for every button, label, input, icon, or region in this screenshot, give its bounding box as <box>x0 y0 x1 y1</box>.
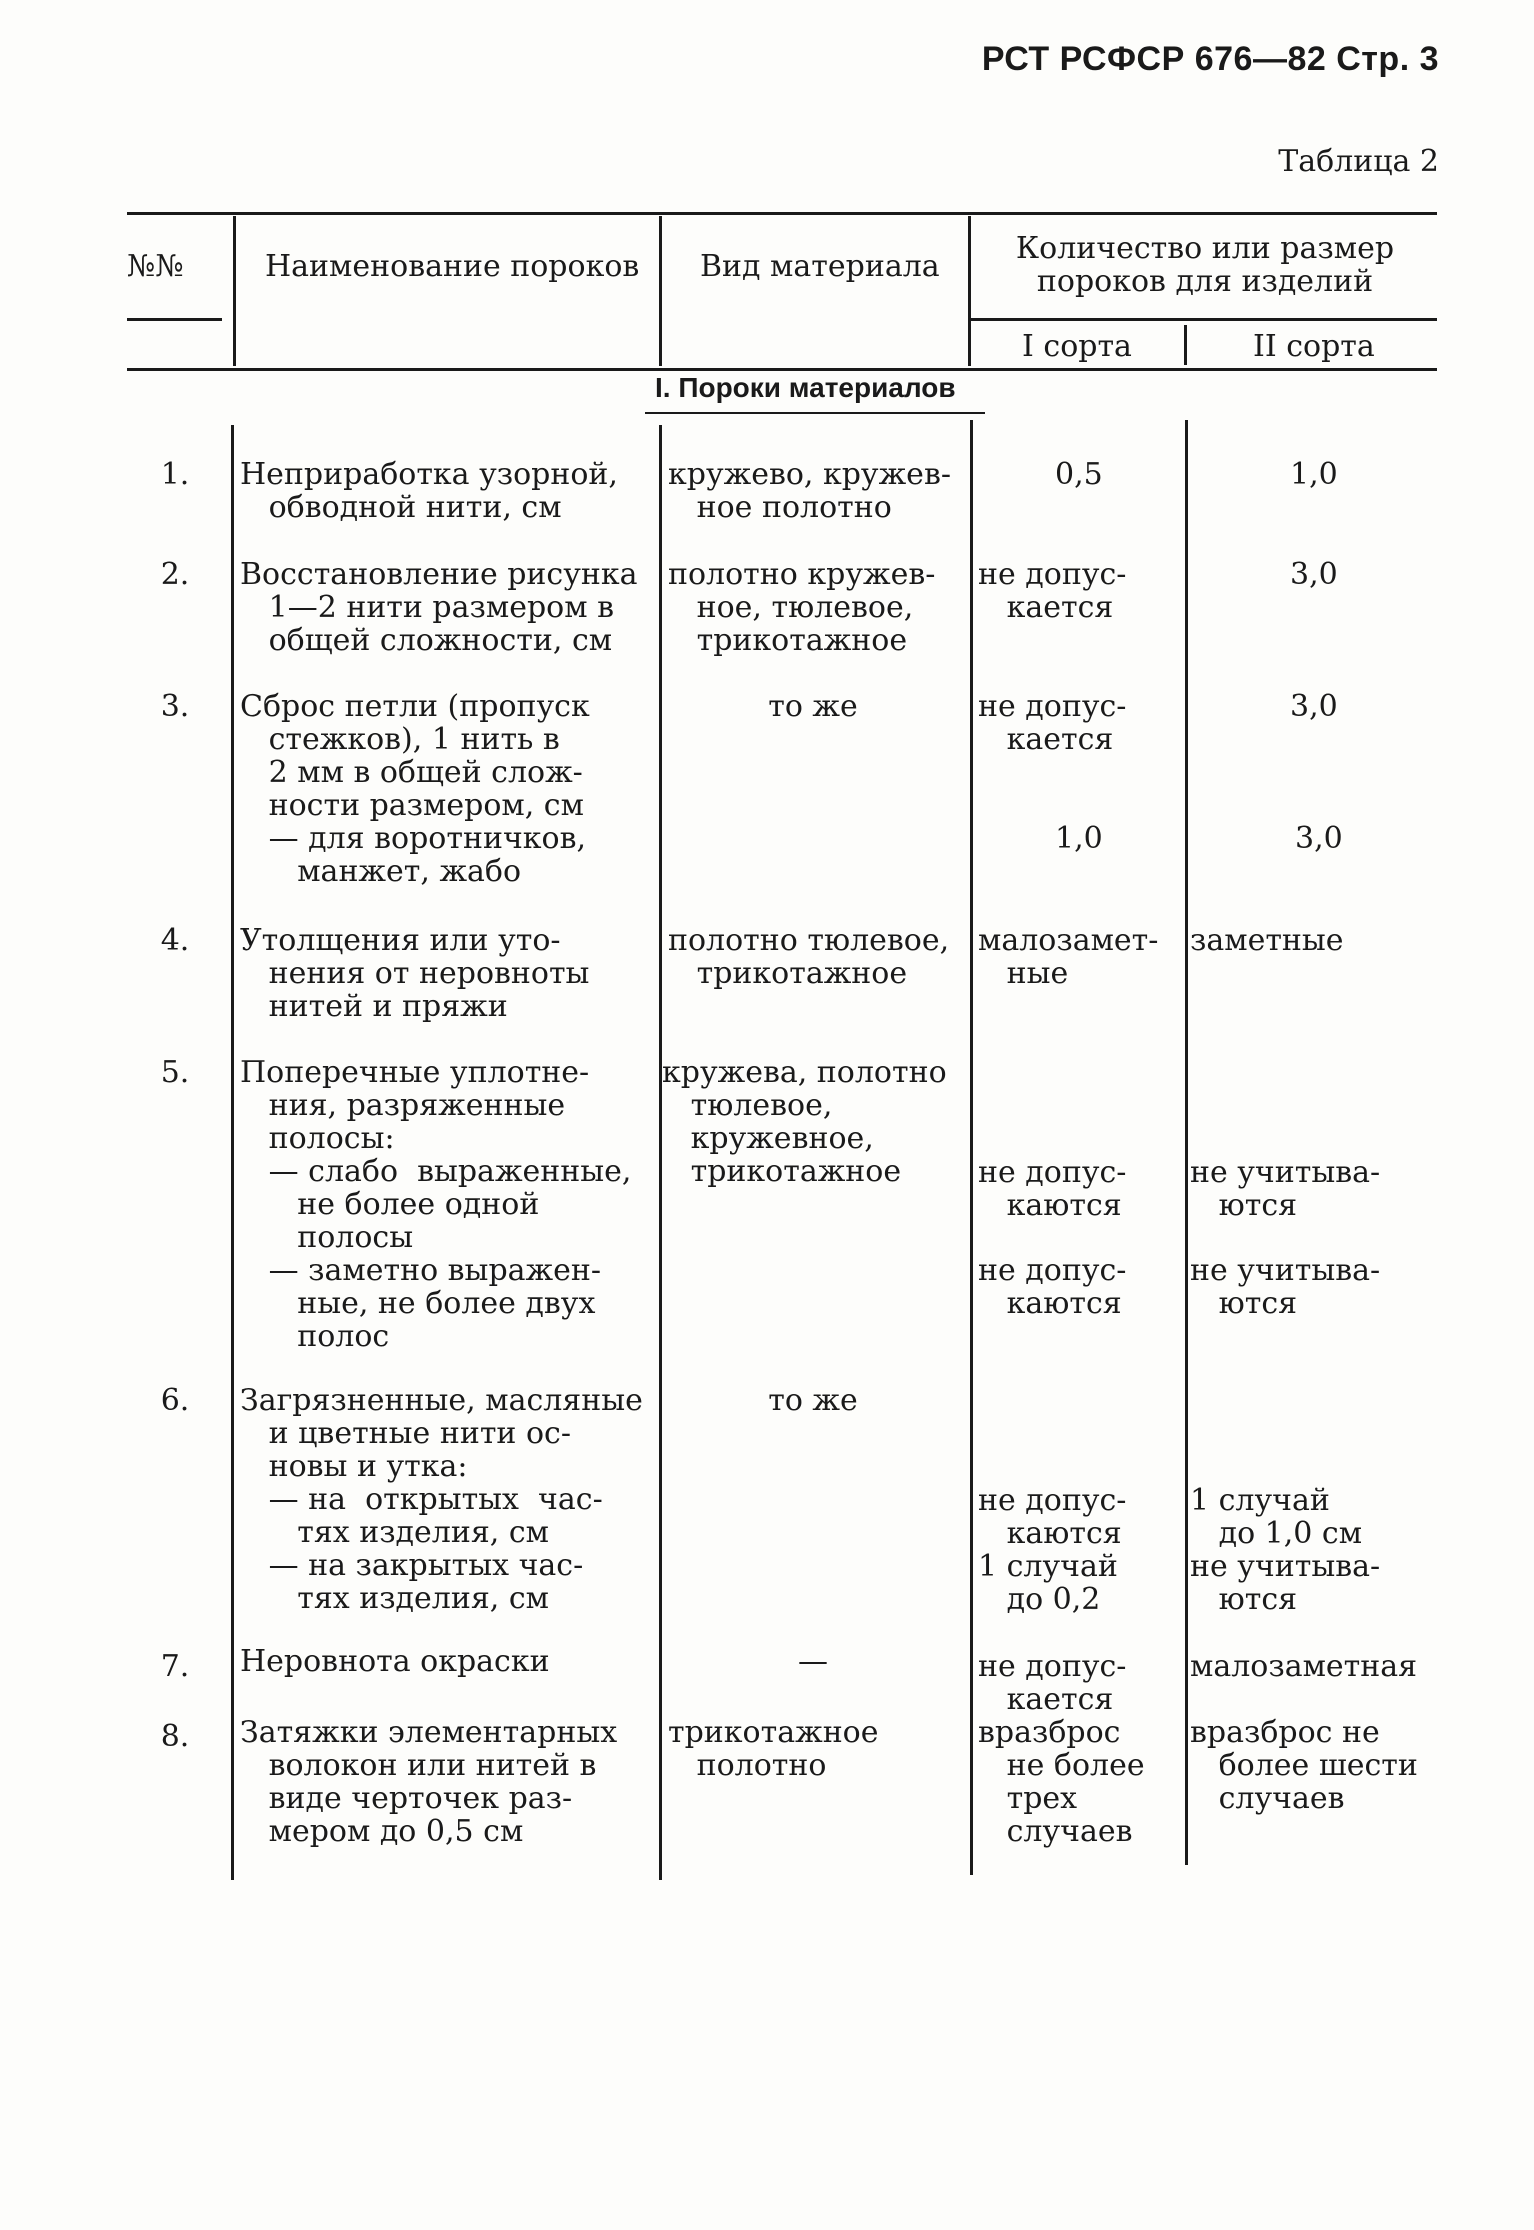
row-5-grade2-strong: не учитыва- ются <box>1190 1253 1381 1321</box>
table-title: Таблица 2 <box>1278 144 1439 179</box>
row-7-grade1: не допус- кается <box>978 1649 1127 1717</box>
row-5-grade2-weak: не учитыва- ются <box>1190 1155 1381 1223</box>
row-2-name: Восстановление рисунка 1—2 нити размером в общей сложности, см <box>240 557 638 658</box>
row-5-grade1-strong: не допус- каются <box>978 1253 1127 1321</box>
row-1-name: Неприработка узорной, обводной нити, см <box>240 457 618 525</box>
col-header-grade2: II сорта <box>1253 329 1375 364</box>
row-3-num: 3. <box>160 689 190 724</box>
row-1-grade1: 0,5 <box>1055 457 1103 492</box>
body-divider-3 <box>970 420 973 1875</box>
row-3-grade1: не допус- кается <box>978 689 1127 757</box>
row-5-num: 5. <box>160 1055 190 1090</box>
row-4-name: Утолщения или уто- нения от неровноты нитей и пряжи <box>240 923 590 1024</box>
row-6-num: 6. <box>160 1383 190 1418</box>
row-3-grade1-collars: 1,0 <box>1055 821 1103 856</box>
row-7-material: — <box>798 1644 828 1679</box>
row-4-material: полотно тюлевое, трикотажное <box>668 923 950 991</box>
section-title: I. Пороки материалов <box>655 372 956 403</box>
row-2-num: 2. <box>160 557 190 592</box>
row-2-material: полотно кружев- ное, тюлевое, трикотажное <box>668 557 936 658</box>
row-3-name: Сброс петли (пропуск стежков), 1 нить в 2 мм в общей слож- ности размером, см — для воротничков, манжет, жабо <box>240 689 590 889</box>
row-7-num: 7. <box>160 1649 190 1684</box>
row-3-material: то же <box>768 689 858 724</box>
row-6-grade1: не допус- каются 1 случай до 0,2 <box>978 1483 1127 1617</box>
body-divider-4 <box>1185 420 1188 1865</box>
row-8-grade2: вразброс не более шести случаев <box>1190 1715 1418 1816</box>
row-2-grade1: не допус- кается <box>978 557 1127 625</box>
row-4-grade1: малозамет- ные <box>978 923 1159 991</box>
header-divider-4 <box>1184 325 1187 365</box>
row-1-grade2: 1,0 <box>1290 457 1338 492</box>
row-1-material: кружево, кружев- ное полотно <box>668 457 951 525</box>
row-1-num: 1. <box>160 457 190 492</box>
header-rule-num <box>127 318 222 321</box>
row-3-grade2: 3,0 <box>1290 689 1338 724</box>
col-header-name: Наименование пороков <box>265 249 640 284</box>
header-rule-qty <box>970 318 1437 321</box>
row-3-grade2-collars: 3,0 <box>1295 821 1343 856</box>
col-header-grade1: I сорта <box>1022 329 1132 364</box>
row-8-num: 8. <box>160 1719 190 1754</box>
row-7-grade2: малозаметная <box>1190 1649 1418 1684</box>
header-divider-3 <box>968 216 971 366</box>
row-6-material: то же <box>768 1383 858 1418</box>
col-header-qty: Количество или размер пороков для изделий <box>1015 231 1395 299</box>
header-divider-2 <box>659 216 662 366</box>
header-divider-1 <box>233 216 236 366</box>
row-4-num: 4. <box>160 923 190 958</box>
row-4-grade2: заметные <box>1190 923 1344 958</box>
row-8-material: трикотажное полотно <box>668 1715 879 1783</box>
row-7-name: Неровнота окраски <box>240 1644 550 1679</box>
row-6-grade2: 1 случай до 1,0 см не учитыва- ются <box>1190 1483 1381 1617</box>
row-2-grade2: 3,0 <box>1290 557 1338 592</box>
row-5-name: Поперечные уплотне- ния, разряженные полосы: — слабо выраженные, не более одной полосы — заметно выражен- ные, не более двух полос <box>240 1055 632 1354</box>
col-header-material: Вид материала <box>700 249 940 284</box>
header-bottom-rule <box>127 368 1437 371</box>
row-5-grade1-weak: не допус- каются <box>978 1155 1127 1223</box>
section-underline <box>645 412 985 414</box>
row-8-grade1: вразброс не более трех случаев <box>978 1715 1145 1849</box>
row-8-name: Затяжки элементарных волокон или нитей в виде черточек раз- мером до 0,5 см <box>240 1715 618 1849</box>
row-6-name: Загрязненные, масляные и цветные нити ос- новы и утка: — на открытых час- тях изделия, см — на закрытых час- тях изделия, см <box>240 1383 643 1616</box>
col-header-num: №№ <box>127 249 184 284</box>
page-header: РСТ РСФСР 676—82 Стр. 3 <box>981 40 1439 78</box>
table-top-rule <box>127 212 1437 215</box>
row-5-material: кружева, полотно тюлевое, кружевное, трикотажное <box>662 1055 947 1189</box>
body-divider-1 <box>231 425 234 1880</box>
